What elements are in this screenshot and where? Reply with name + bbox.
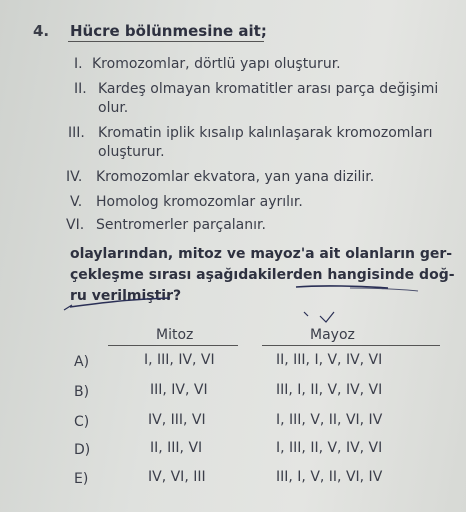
statement-text: olur. (98, 100, 129, 116)
option-b-mayoz: III, I, II, V, IV, VI (276, 382, 383, 398)
option-d-mitoz: II, III, VI (150, 440, 203, 456)
statement-numeral: III. (68, 125, 85, 141)
statement-text: Kromatin iplik kısalıp kalınlaşarak kromozomları (98, 125, 433, 141)
statement-6 (66, 216, 426, 236)
mayoz-header-rule (262, 345, 440, 346)
prompt-line: ru verilmiştir? (70, 288, 182, 304)
statement-text: oluşturur. (98, 144, 165, 160)
option-e-mayoz: III, I, V, II, VI, IV (276, 469, 383, 485)
prompt-line: olaylarından, mitoz ve mayoz'a ait olanların ger- (70, 246, 453, 262)
statement-numeral: I. (74, 56, 83, 72)
statement-3 (68, 124, 458, 164)
option-a-letter[interactable]: A) (74, 354, 90, 370)
option-b-mitoz: III, IV, VI (150, 382, 208, 398)
prompt-line: çekleşme sırası aşağıdakilerden hangisinde doğ- (70, 267, 455, 283)
statement-text: Homolog kromozomlar ayrılır. (96, 194, 303, 210)
statement-text: Kromozomlar, dörtlü yapı oluşturur. (92, 56, 341, 72)
option-a-mayoz: II, III, I, V, IV, VI (276, 352, 383, 368)
statement-4 (66, 168, 446, 188)
option-c-mayoz: I, III, V, II, VI, IV (276, 412, 383, 428)
option-d-mayoz: I, III, II, V, IV, VI (276, 440, 383, 456)
column-header-mayoz: Mayoz (310, 327, 355, 343)
question-title: Hücre bölünmesine ait; (70, 22, 267, 40)
option-c-mitoz: IV, III, VI (148, 412, 206, 428)
statement-numeral: II. (74, 81, 87, 97)
option-a-mitoz: I, III, IV, VI (144, 352, 215, 368)
statement-2 (74, 80, 454, 120)
pen-underline-marks (60, 283, 420, 313)
title-underline (68, 41, 264, 42)
statement-1 (74, 55, 444, 75)
question-number: 4. (33, 22, 50, 40)
statement-text: Kromozomlar ekvatora, yan yana dizilir. (96, 169, 375, 185)
option-b-letter[interactable]: B) (74, 384, 90, 400)
statement-numeral: V. (70, 194, 83, 210)
statement-5 (70, 193, 430, 213)
option-d-letter[interactable]: D) (74, 442, 91, 458)
statement-text: Sentromerler parçalanır. (96, 217, 266, 233)
mitoz-header-rule (108, 345, 238, 346)
option-e-letter[interactable]: E) (74, 471, 89, 487)
statement-text: Kardeş olmayan kromatitler arası parça değişimi (98, 81, 439, 97)
option-c-letter[interactable]: C) (74, 414, 90, 430)
statement-numeral: VI. (66, 217, 85, 233)
statement-numeral: IV. (66, 169, 83, 185)
option-e-mitoz: IV, VI, III (148, 469, 206, 485)
pen-check-mark (300, 308, 340, 328)
column-header-mitoz: Mitoz (156, 327, 194, 343)
